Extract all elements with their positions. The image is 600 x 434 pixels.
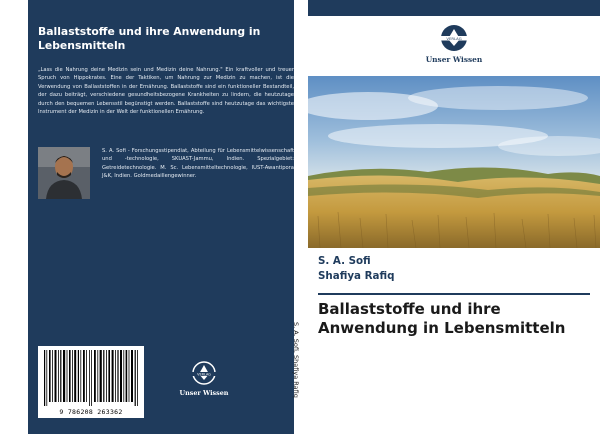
back-cover-blurb: „Lass die Nahrung deine Medizin sein und Medizin deine Nahrung." Ein kraftvoller und treuer Spruch von Hippokrates. Eine der Taktiken, um Nahrung zur Medizin zu machen, ist die Verwendung von Ballaststoffen in der Ernährung. Ballaststoffe sind ein funktioneller Bestandteil, der dazu beiträgt, verschiedene gesundheitsbezogene Krankheiten zu lindern, die heutzutage durch den bequemen Lebensstil begünstigt werden. Ballaststoffe sind heutzutage das wichtigste Instrument der Medizin in der Welt der funktionellen Ernährung.	[38, 67, 294, 116]
back-publisher-name: Unser Wissen	[179, 389, 229, 397]
front-cover-title: Ballaststoffe und ihre Anwendung in Lebensmitteln	[318, 300, 566, 337]
cover-image-wheat-field	[308, 76, 600, 248]
barcode-number: 9 786208 263362	[59, 408, 123, 416]
pen-nib-emblem-icon	[416, 23, 492, 55]
author-bio: S. A. Sofi - Forschungsstipendiat, Abteilung für Lebensmittelwissenschaft und -technologie, SKUAST-Jammu, Indien. Spezialgebiet: Getreidetechnologie. M. Sc. Lebensmitteltechnologie, IUST-Awantipora J&K, Indien. Goldmedaillengewinner.	[102, 148, 294, 180]
back-logo-verlag: VERLAG	[197, 372, 211, 377]
back-publisher-logo	[176, 360, 232, 402]
front-cover	[308, 0, 600, 434]
front-publisher-name: Unser Wissen	[425, 55, 483, 64]
spine-text: S. A. Sofi, Shafiya Rafiq	[292, 322, 300, 398]
back-cover-title: Ballaststoffe und ihre Anwendung in Lebensmitteln	[38, 25, 261, 52]
front-publisher-logo	[416, 23, 492, 67]
barcode	[38, 346, 144, 418]
author-photo	[38, 147, 90, 199]
back-cover	[28, 0, 294, 434]
pen-nib-emblem-icon	[176, 360, 232, 390]
front-top-bar	[308, 0, 600, 16]
author-name-1: S. A. Sofi	[318, 255, 371, 267]
front-logo-verlag: VERLAG	[446, 35, 462, 41]
author-name-2: Shafiya Rafiq	[318, 270, 395, 282]
title-divider	[318, 293, 590, 295]
